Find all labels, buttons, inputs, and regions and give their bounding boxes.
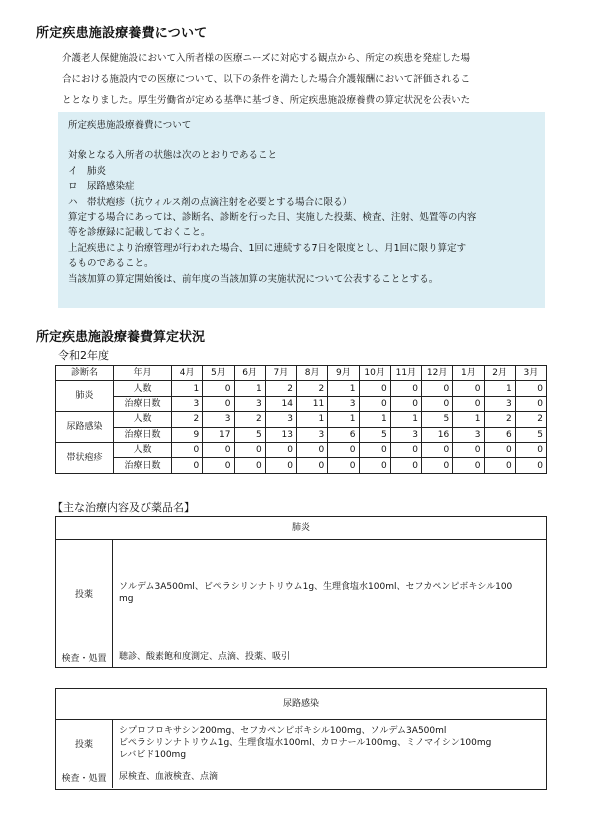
value-cell: 0 (203, 396, 234, 411)
diagnosis-cell: 帯状疱疹 (56, 442, 114, 473)
value-cell: 0 (265, 442, 296, 457)
value-cell: 3 (484, 396, 515, 411)
value-cell: 1 (484, 381, 515, 396)
medication-line: ビペラシリンナトリウム1g、生理食塩水100ml、カロナール100mg、ミノマイシン100mg (119, 738, 492, 748)
table-row (56, 458, 547, 473)
status-heading: 所定疾患施設療養費算定状況 (36, 330, 206, 345)
table-row (56, 381, 547, 396)
intro-line: 介護老人保健施設において入所者様の医療ニーズに対応する観点から、所定の疾患を発症した場 (62, 53, 471, 64)
treatment-heading: 【主な治療内容及び薬品名】 (52, 501, 195, 514)
header-cell: 診断名 (56, 366, 114, 381)
value-cell: 5 (234, 427, 265, 442)
value-cell: 1 (390, 412, 421, 427)
value-cell: 0 (234, 442, 265, 457)
exam-label: 検査・処置 (56, 646, 113, 668)
notice-line: 対象となる入所者の状態は次のとおりであること (68, 150, 278, 162)
table-header-row (56, 366, 547, 381)
value-cell: 11 (297, 396, 328, 411)
fiscal-year-label: 令和2年度 (58, 349, 109, 362)
treatment-panel-pneumonia (55, 516, 547, 668)
value-cell: 3 (328, 396, 359, 411)
value-cell: 2 (234, 412, 265, 427)
value-cell: 1 (328, 381, 359, 396)
diagnosis-cell: 肺炎 (56, 381, 114, 412)
value-cell: 0 (297, 458, 328, 473)
value-cell: 0 (265, 458, 296, 473)
value-cell: 0 (453, 442, 484, 457)
header-cell: 3月 (515, 366, 546, 381)
notice-line: 当該加算の算定開始後は、前年度の当該加算の実施状況について公表することとする。 (68, 273, 439, 285)
header-cell: 8月 (297, 366, 328, 381)
value-cell: 0 (422, 396, 453, 411)
header-cell: 6月 (234, 366, 265, 381)
value-cell: 0 (515, 381, 546, 396)
value-cell: 0 (359, 442, 390, 457)
metric-cell: 人数 (114, 442, 172, 457)
page-title: 所定疾患施設療養費について (36, 26, 208, 41)
value-cell: 6 (328, 427, 359, 442)
header-cell: 5月 (203, 366, 234, 381)
value-cell: 0 (453, 458, 484, 473)
value-cell: 1 (359, 412, 390, 427)
value-cell: 1 (234, 381, 265, 396)
value-cell: 1 (328, 412, 359, 427)
value-cell: 0 (203, 442, 234, 457)
value-cell: 0 (203, 458, 234, 473)
value-cell: 3 (297, 427, 328, 442)
value-cell: 0 (515, 458, 546, 473)
treatment-panel-uti (55, 688, 547, 790)
header-cell: 年月 (114, 366, 172, 381)
notice-line: イ 肺炎 (68, 165, 107, 177)
value-cell: 0 (359, 458, 390, 473)
value-cell: 0 (359, 381, 390, 396)
value-cell: 0 (359, 396, 390, 411)
panel-title: 尿路感染 (56, 689, 546, 720)
metric-cell: 治療日数 (114, 396, 172, 411)
value-cell: 0 (422, 381, 453, 396)
value-cell: 0 (484, 442, 515, 457)
value-cell: 0 (453, 381, 484, 396)
value-cell: 14 (265, 396, 296, 411)
value-cell: 16 (422, 427, 453, 442)
value-cell: 3 (203, 412, 234, 427)
value-cell: 3 (234, 396, 265, 411)
value-cell: 1 (453, 412, 484, 427)
metric-cell: 人数 (114, 381, 172, 396)
intro-line: ととなりました。厚生労働省が定める基準に基づき、所定疾患施設療養費の算定状況を公表いた (62, 95, 471, 106)
medication-label: 投薬 (56, 540, 113, 646)
value-cell: 0 (390, 381, 421, 396)
value-cell: 5 (359, 427, 390, 442)
notice-line: 等を診療録に記載しておくこと。 (68, 227, 211, 239)
value-cell: 2 (297, 381, 328, 396)
value-cell: 2 (172, 412, 203, 427)
metric-cell: 治療日数 (114, 427, 172, 442)
value-cell: 0 (390, 396, 421, 411)
value-cell: 3 (453, 427, 484, 442)
exam-text: 聴診、酸素飽和度測定、点滴、投薬、吸引 (119, 652, 291, 662)
value-cell: 9 (172, 427, 203, 442)
value-cell: 0 (172, 442, 203, 457)
value-cell: 0 (234, 458, 265, 473)
exam-label: 検査・処置 (56, 766, 113, 788)
value-cell: 0 (484, 458, 515, 473)
value-cell: 2 (484, 412, 515, 427)
value-cell: 0 (328, 442, 359, 457)
value-cell: 2 (265, 381, 296, 396)
medication-text (113, 720, 546, 766)
value-cell: 3 (265, 412, 296, 427)
header-cell: 10月 (359, 366, 390, 381)
header-cell: 2月 (484, 366, 515, 381)
diagnosis-cell: 尿路感染 (56, 412, 114, 443)
value-cell: 17 (203, 427, 234, 442)
header-cell: 9月 (328, 366, 359, 381)
value-cell: 3 (390, 427, 421, 442)
intro-paragraph (62, 48, 550, 111)
value-cell: 5 (515, 427, 546, 442)
value-cell: 0 (390, 442, 421, 457)
medication-label: 投薬 (56, 720, 113, 766)
notice-box (58, 112, 545, 308)
medication-line: mg (119, 594, 134, 604)
medication-text (113, 540, 546, 646)
value-cell: 0 (297, 442, 328, 457)
metric-cell: 治療日数 (114, 458, 172, 473)
notice-line: ハ 帯状疱疹（抗ウィルス剤の点滴注射を必要とする場合に限る） (68, 196, 353, 208)
value-cell: 0 (515, 442, 546, 457)
medication-line: レバビド100mg (119, 750, 187, 760)
notice-line: 上記疾患により治療管理が行われた場合、1回に連続する7日を限度とし、月1回に限り算定す (68, 242, 467, 254)
intro-line: 合における施設内での医療について、以下の条件を満たした場合介護報酬において評価されるこ (62, 74, 471, 85)
value-cell: 2 (515, 412, 546, 427)
value-cell: 0 (328, 458, 359, 473)
value-cell: 0 (172, 458, 203, 473)
notice-line: るものであること。 (68, 258, 154, 270)
value-cell: 6 (484, 427, 515, 442)
metric-cell: 人数 (114, 412, 172, 427)
value-cell: 0 (422, 458, 453, 473)
value-cell: 1 (297, 412, 328, 427)
notice-line: 算定する場合にあっては、診断名、診断を行った日、実施した投薬、検査、注射、処置等の内容 (68, 212, 477, 224)
value-cell: 0 (203, 381, 234, 396)
value-cell: 1 (172, 381, 203, 396)
value-cell: 0 (453, 396, 484, 411)
calculation-status-table (55, 365, 547, 474)
panel-title: 肺炎 (56, 517, 546, 540)
value-cell: 0 (390, 458, 421, 473)
value-cell: 13 (265, 427, 296, 442)
exam-text: 尿検査、血液検査、点滴 (119, 772, 219, 782)
value-cell: 5 (422, 412, 453, 427)
notice-title: 所定疾患施設療養費について (68, 120, 192, 131)
table-row (56, 442, 547, 457)
header-cell: 1月 (453, 366, 484, 381)
table-row (56, 412, 547, 427)
notice-line: ロ 尿路感染症 (68, 181, 135, 193)
table-row (56, 396, 547, 411)
value-cell: 0 (422, 442, 453, 457)
table-row (56, 427, 547, 442)
header-cell: 4月 (172, 366, 203, 381)
value-cell: 0 (515, 396, 546, 411)
header-cell: 12月 (422, 366, 453, 381)
medication-line: ソルデム3A500ml、ビペラシリンナトリウム1g、生理食塩水100ml、セフカペンピボキシル100 (119, 582, 513, 592)
header-cell: 11月 (390, 366, 421, 381)
header-cell: 7月 (265, 366, 296, 381)
medication-line: シプロフロキサシン200mg、セフカペンピボキシル100mg、ソルデム3A500ml (119, 726, 447, 736)
value-cell: 3 (172, 396, 203, 411)
